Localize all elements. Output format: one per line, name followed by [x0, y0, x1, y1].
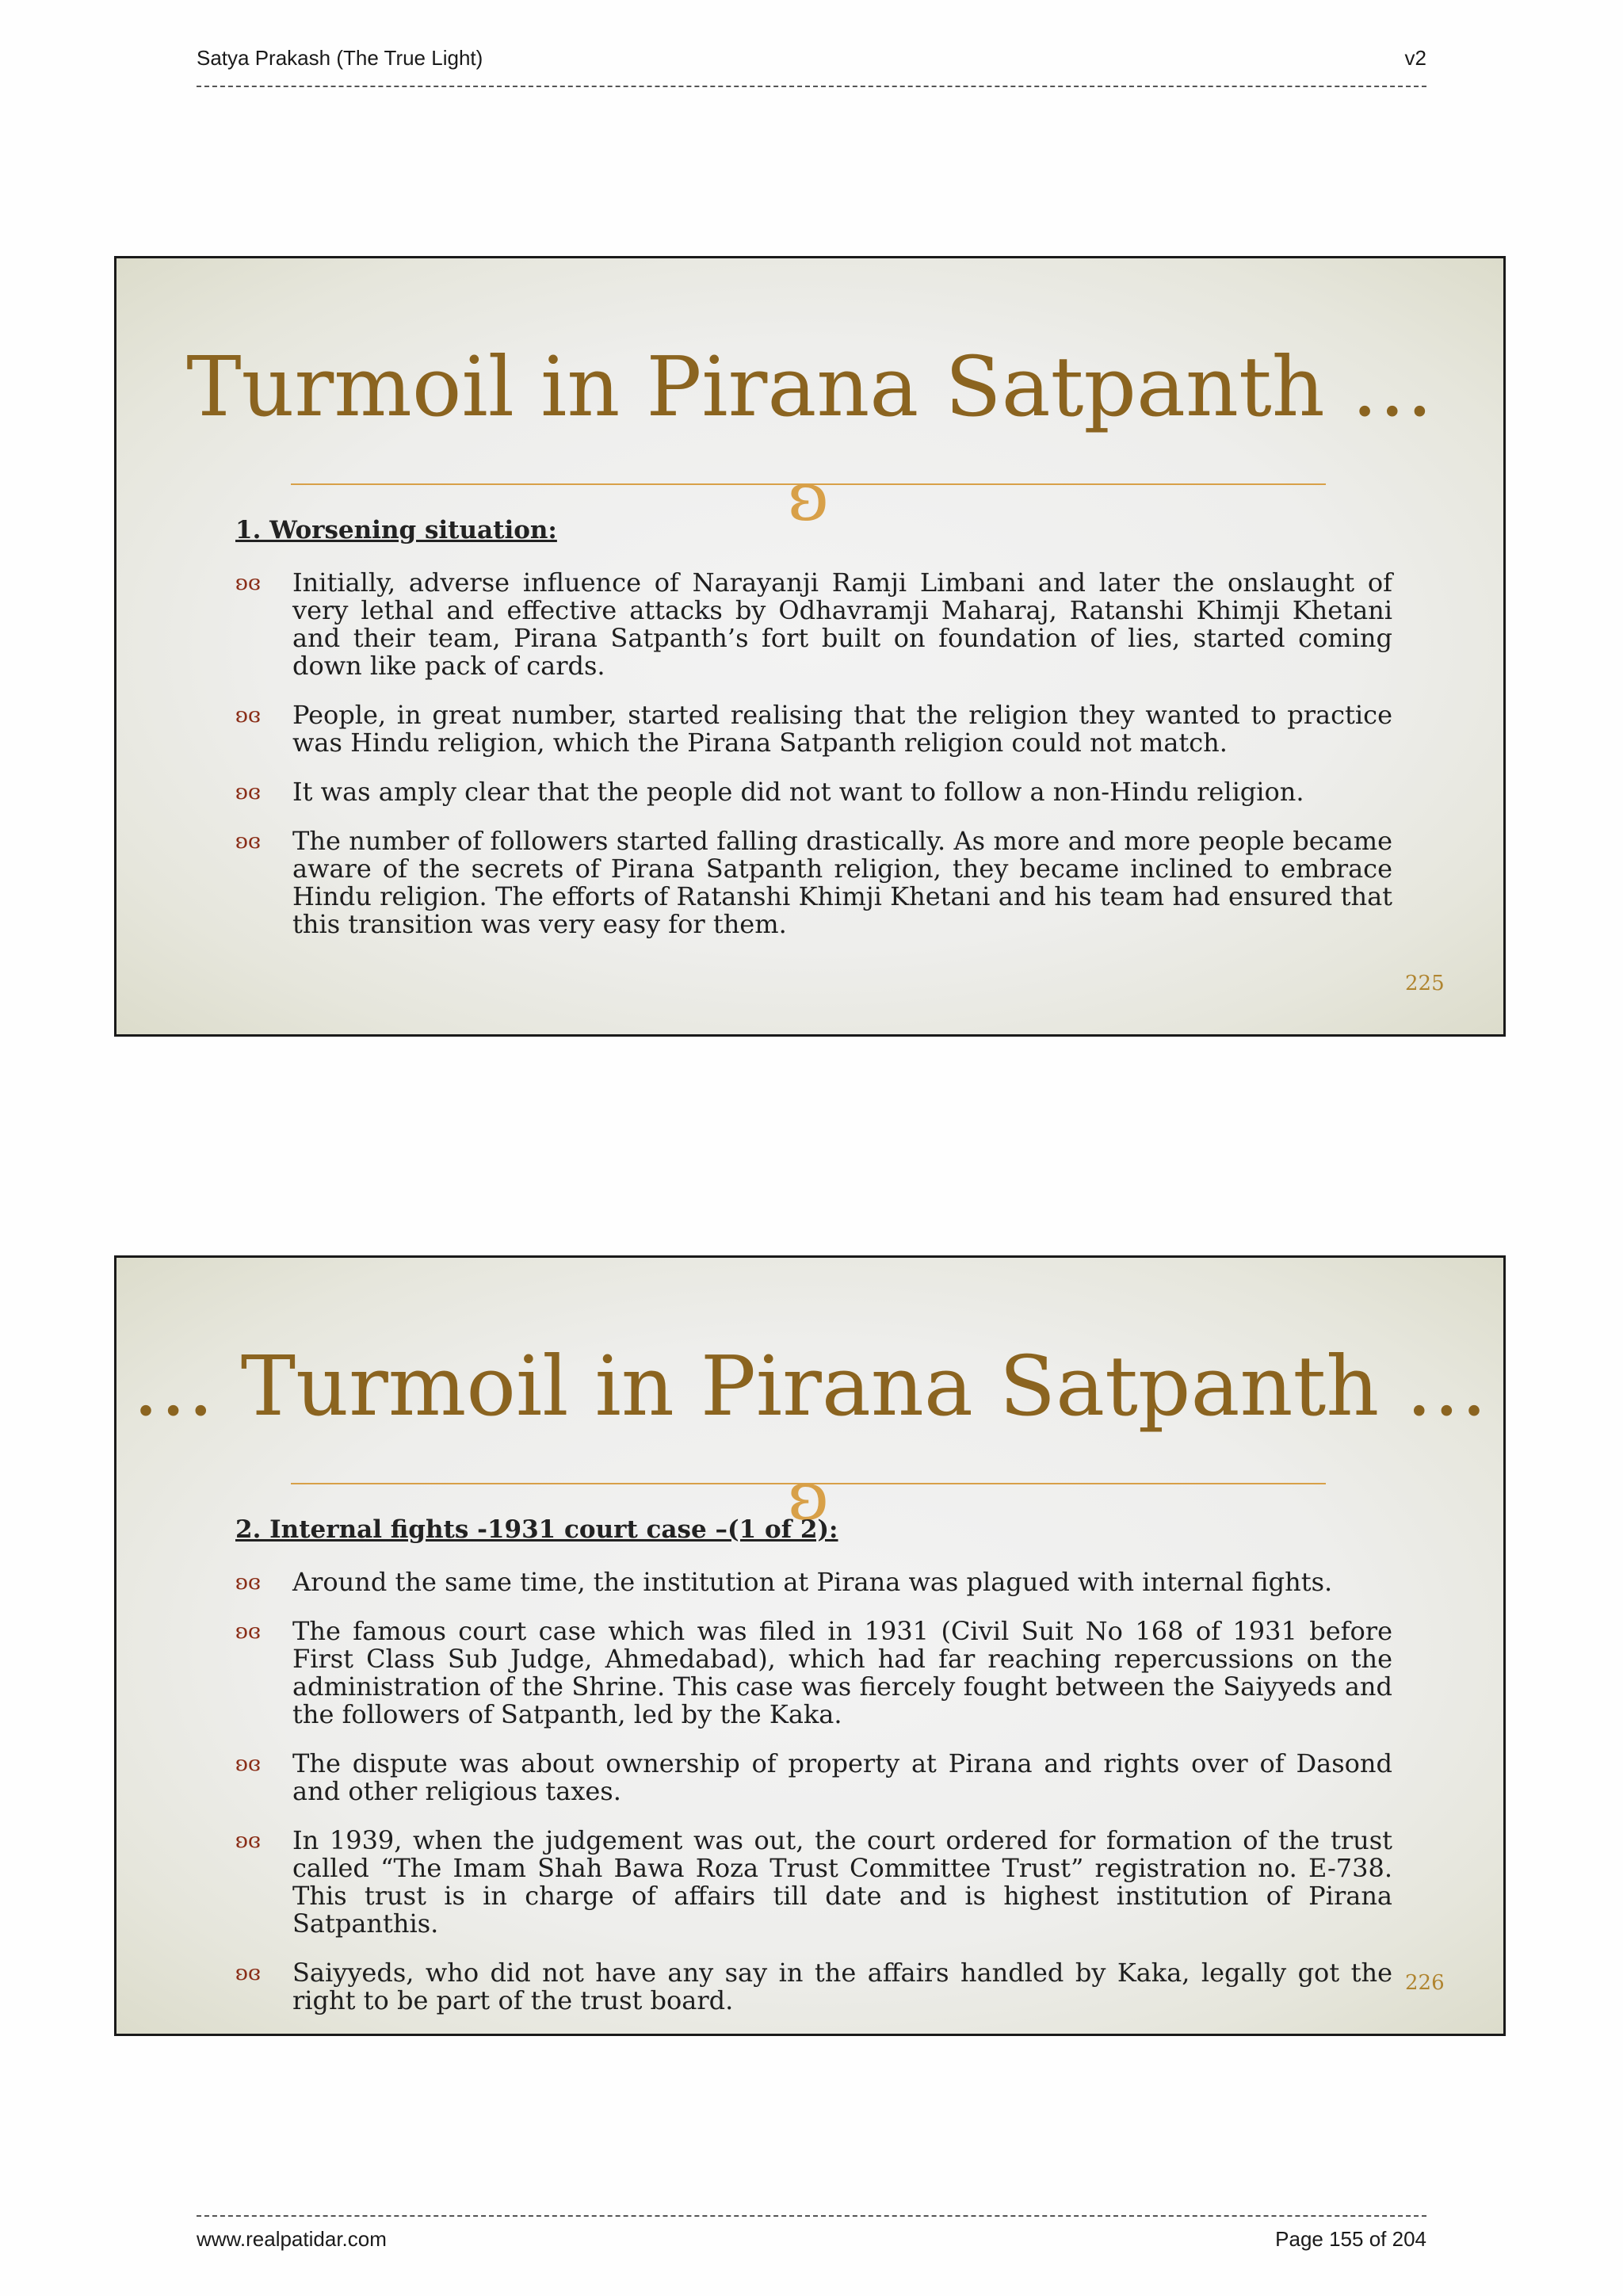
bullet-mark-icon	[235, 1570, 264, 1594]
svg-text:ʚɞ: ʚɞ	[235, 571, 261, 594]
slide-225	[114, 256, 1506, 1037]
svg-text:ʚ: ʚ	[788, 464, 829, 528]
list-item: ʚɞ People, in great number, started realising that the religion they wanted to practice was Hindu religion, which the Pirana Satpanth religion could not match.	[235, 700, 1392, 758]
bullet-mark-icon	[235, 1828, 264, 1852]
list-item: ʚɞ The famous court case which was filed in 1931 (Civil Suit No 168 of 1931 before First Class Sub Judge, Ahmedabad), which had far reaching repercussions on the administration of the Shrine. This case was fiercely fought between the Saiyyeds and the followers of Satpanth, led by the Kaka.	[235, 1616, 1392, 1729]
svg-text:ʚɞ: ʚɞ	[235, 830, 261, 853]
list-item: ʚɞ Initially, adverse influence of Narayanji Ramji Limbani and later the onslaught of very lethal and effective attacks by Odhavramji Maharaj, Ratanshi Khimji Khetani and their team, Pirana Satpanth’s fort built on foundation of lies, started coming down like pack of cards.	[235, 567, 1392, 681]
svg-text:ʚɞ: ʚɞ	[235, 1829, 261, 1852]
svg-text:ʚɞ: ʚɞ	[235, 1962, 261, 1985]
svg-text:ʚɞ: ʚɞ	[235, 1752, 261, 1775]
slide-number: 225	[1405, 972, 1445, 995]
svg-text:ʚɞ: ʚɞ	[235, 781, 261, 804]
website-link[interactable]: www.realpatidar.com	[197, 2227, 387, 2251]
list-item: ʚɞ Saiyyeds, who did not have any say in the affairs handled by Kaka, legally got the right to be part of the trust board.	[235, 1958, 1392, 2015]
header-divider	[197, 86, 1426, 87]
bullet-list	[235, 1568, 1392, 2036]
footer-divider	[197, 2215, 1426, 2217]
list-item: ʚɞ Around the same time, the institution at Pirana was plagued with internal fights.	[235, 1567, 1333, 1597]
svg-text:ʚɞ: ʚɞ	[235, 1620, 261, 1643]
bullet-mark-icon	[235, 1961, 264, 1985]
bullet-mark-icon	[235, 703, 264, 727]
svg-text:ʚɞ: ʚɞ	[235, 1571, 261, 1594]
document-version: v2	[1404, 46, 1426, 70]
page-footer	[197, 2227, 1426, 2259]
list-item: ʚɞ The number of followers started falling drastically. As more and more people became aware of the secrets of Pirana Satpanth religion, they became inclined to embrace Hindu religion. The efforts of Ratanshi Khimji Khetani and his team had ensured that this transition was very easy for them.	[235, 826, 1392, 939]
list-item: ʚɞ It was amply clear that the people did not want to follow a non-Hindu religion.	[235, 777, 1304, 807]
bullet-list	[235, 569, 1392, 960]
bullet-mark-icon	[235, 780, 264, 804]
slide-number: 226	[1405, 1971, 1445, 1995]
list-item: ʚɞ The dispute was about ownership of property at Pirana and rights over of Dasond and other religious taxes.	[235, 1748, 1392, 1806]
svg-text:ʚɞ: ʚɞ	[235, 704, 261, 727]
list-item: ʚɞ In 1939, when the judgement was out, the court ordered for formation of the trust called “The Imam Shah Bawa Roza Trust Committee Trust” registration no. E-738. This trust is in charge of affairs till date and is highest institution of Pirana Satpanthis.	[235, 1825, 1392, 1939]
page-number: Page 155 of 204	[1275, 2227, 1426, 2251]
document-title: Satya Prakash (The True Light)	[197, 46, 483, 70]
bullet-mark-icon	[235, 571, 264, 594]
section-heading: 1. Worsening situation:	[235, 516, 557, 544]
svg-text:ʚ: ʚ	[788, 1464, 829, 1527]
section-heading: 2. Internal fights -1931 court case –(1 of 2):	[235, 1515, 838, 1544]
slide-226	[114, 1255, 1506, 2036]
bullet-mark-icon	[235, 1752, 264, 1775]
bullet-mark-icon	[235, 829, 264, 853]
slide-title: … Turmoil in Pirana Satpanth …	[132, 1338, 1488, 1435]
bullet-mark-icon	[235, 1619, 264, 1643]
page-header	[197, 46, 1426, 78]
slide-title: Turmoil in Pirana Satpanth …	[186, 338, 1434, 435]
